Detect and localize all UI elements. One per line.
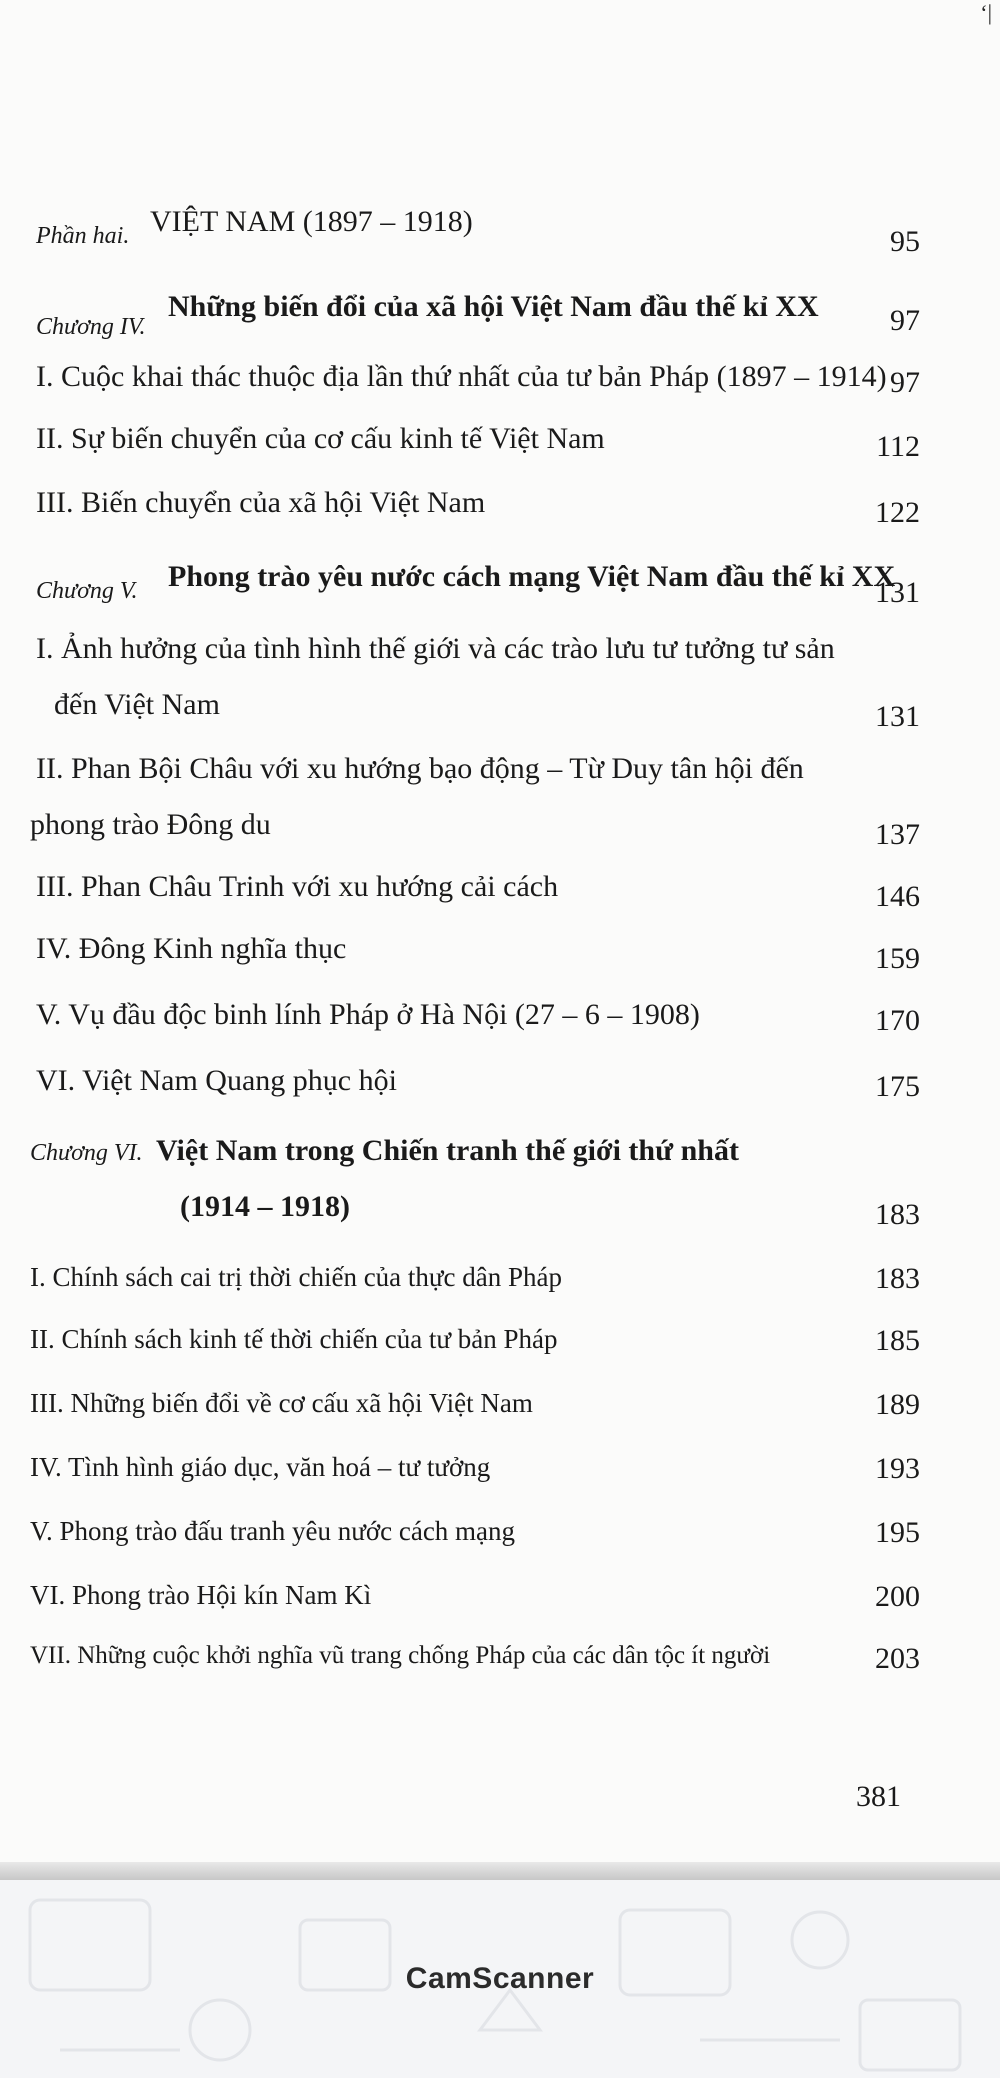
toc-entry [0, 1064, 1000, 1116]
chapter-title: Những biến đổi của xã hội Việt Nam đầu thế kỉ XX [168, 290, 819, 323]
entry-page: 185 [875, 1324, 920, 1357]
chapter-title: Phong trào yêu nước cách mạng Việt Nam đầu thế kỉ XX [168, 560, 896, 593]
entry-page: 131 [875, 576, 920, 609]
entry-label: IV. Đông Kinh nghĩa thục [36, 932, 347, 965]
entry-page: 97 [890, 366, 920, 399]
entry-label: I. Chính sách cai trị thời chiến của thực dân Pháp [30, 1262, 563, 1292]
scanner-watermark-bar [0, 1880, 1000, 2078]
toc-entry [0, 932, 1000, 984]
chapter-prefix: Chương IV. [36, 314, 146, 340]
chapter-title: Việt Nam trong Chiến tranh thế giới thứ nhất [156, 1134, 739, 1167]
chapter-title: (1914 – 1918) [180, 1190, 350, 1223]
entry-page: 193 [875, 1452, 920, 1485]
entry-page: 170 [875, 1004, 920, 1037]
part-prefix: Phần hai. [36, 223, 130, 249]
entry-page: 137 [875, 818, 920, 851]
toc-entry [0, 360, 1000, 412]
toc-chapter-row [0, 560, 1000, 612]
entry-label: III. Biến chuyển của xã hội Việt Nam [36, 486, 486, 519]
toc-entry [0, 1388, 1000, 1440]
entry-page: 122 [875, 496, 920, 529]
page-corner-mark: ʻ| [980, 0, 992, 25]
page-edge-shadow [0, 1862, 1000, 1880]
toc-entry [0, 688, 1000, 740]
entry-page: 203 [875, 1642, 920, 1675]
entry-page: 112 [876, 430, 920, 463]
entry-label: III. Những biến đổi về cơ cấu xã hội Việt Nam [30, 1388, 533, 1418]
part-page: 95 [890, 225, 920, 258]
entry-label: VII. Những cuộc khởi nghĩa vũ trang chống Pháp của các dân tộc ít người [30, 1642, 771, 1669]
part-title: VIỆT NAM (1897 – 1918) [150, 205, 473, 238]
entry-label: VI. Phong trào Hội kín Nam Kì [30, 1580, 372, 1610]
entry-page: 131 [875, 700, 920, 733]
entry-label: II. Chính sách kinh tế thời chiến của tư bản Pháp [30, 1324, 558, 1354]
toc-entry [0, 1262, 1000, 1314]
toc-entry [0, 1452, 1000, 1504]
entry-label: V. Phong trào đấu tranh yêu nước cách mạng [30, 1516, 516, 1546]
toc-entry [0, 870, 1000, 922]
toc-chapter-row [0, 1190, 1000, 1242]
toc-entry [0, 998, 1000, 1050]
entry-label: phong trào Đông du [30, 808, 271, 841]
toc-entry [0, 1580, 1000, 1632]
chapter-prefix: Chương VI. [30, 1140, 143, 1166]
toc-entry [0, 422, 1000, 474]
entry-page: 175 [875, 1070, 920, 1103]
toc-chapter-row [0, 1134, 1000, 1186]
entry-label: đến Việt Nam [54, 688, 220, 721]
entry-page: 97 [890, 304, 920, 337]
entry-label: VI. Việt Nam Quang phục hội [36, 1064, 397, 1097]
toc-part-heading [0, 205, 1000, 257]
toc-entry [0, 1642, 1000, 1694]
entry-label: IV. Tình hình giáo dục, văn hoá – tư tưởng [30, 1452, 491, 1482]
toc-entry [0, 808, 1000, 860]
entry-page: 200 [875, 1580, 920, 1613]
entry-label: I. Ảnh hưởng của tình hình thế giới và các trào lưu tư tưởng tư sản [36, 632, 835, 665]
entry-page: 195 [875, 1516, 920, 1549]
toc-entry [0, 752, 1000, 804]
entry-label: II. Sự biến chuyển của cơ cấu kinh tế Việt Nam [36, 422, 605, 455]
entry-page: 183 [875, 1198, 920, 1231]
entry-page: 183 [875, 1262, 920, 1295]
toc-entry [0, 1324, 1000, 1376]
entry-label: III. Phan Châu Trinh với xu hướng cải cách [36, 870, 559, 903]
entry-page: 159 [875, 942, 920, 975]
entry-page: 146 [875, 880, 920, 913]
toc-entry [0, 1516, 1000, 1568]
chapter-prefix: Chương V. [36, 578, 138, 604]
entry-label: I. Cuộc khai thác thuộc địa lần thứ nhất của tư bản Pháp (1897 – 1914) [36, 360, 887, 393]
entry-page: 189 [875, 1388, 920, 1421]
camscanner-label: CamScanner [405, 1962, 595, 1995]
toc-entry [0, 486, 1000, 538]
page-number: 381 [856, 1780, 901, 1813]
toc-entry [0, 632, 1000, 684]
toc-chapter-row [0, 290, 1000, 342]
entry-label: II. Phan Bội Châu với xu hướng bạo động – Từ Duy tân hội đến [36, 752, 804, 785]
entry-label: V. Vụ đầu độc binh lính Pháp ở Hà Nội (27 – 6 – 1908) [36, 998, 700, 1031]
